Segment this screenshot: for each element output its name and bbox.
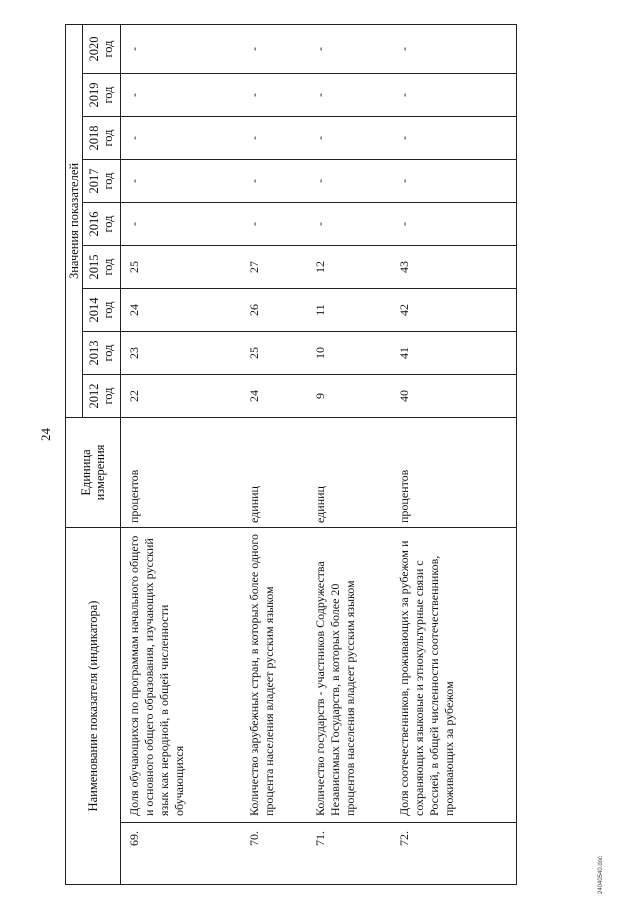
header-year-number: 2012	[87, 383, 102, 409]
rotated-table-container	[65, 25, 625, 885]
value-cell: 25	[241, 332, 307, 375]
value-cell: 12	[307, 246, 391, 289]
value-cell: -	[307, 203, 391, 246]
table-row	[391, 24, 517, 884]
header-year-number: 2013	[87, 340, 102, 366]
row-number: 72.	[391, 823, 517, 885]
header-year-2018	[83, 117, 121, 160]
value-cell: -	[121, 160, 241, 203]
value-cell: 41	[391, 332, 517, 375]
indicator-name: Доля обучающихся по программам начального общего и основного общего образования, изучающих русский язык как неродной, в общей численности обучающихся	[121, 528, 241, 823]
header-year-2016	[83, 203, 121, 246]
value-cell: -	[307, 74, 391, 117]
value-cell: -	[241, 203, 307, 246]
header-year-2017	[83, 160, 121, 203]
value-cell: -	[391, 160, 517, 203]
header-year-unit: год	[100, 301, 115, 319]
page-number: 24	[38, 428, 53, 441]
header-unit: Единица измерения	[66, 418, 121, 528]
value-cell: 10	[307, 332, 391, 375]
value-cell: 24	[121, 289, 241, 332]
header-year-number: 2014	[87, 297, 102, 323]
value-cell: -	[241, 74, 307, 117]
header-year-2014	[83, 289, 121, 332]
value-cell: -	[121, 24, 241, 73]
value-cell: -	[391, 117, 517, 160]
header-year-number: 2016	[87, 211, 102, 237]
value-cell: 23	[121, 332, 241, 375]
table-row	[241, 24, 307, 884]
value-cell: -	[121, 203, 241, 246]
indicator-name: Количество государств - участников Содружества Независимых Государств, в которых более 20 процентов населения владеет русским языком	[307, 528, 391, 823]
value-cell: -	[391, 203, 517, 246]
indicator-name: Количество зарубежных стран, в которых более одного процента населения владеет русским языком	[241, 528, 307, 823]
value-cell: 43	[391, 246, 517, 289]
header-year-unit: год	[100, 86, 115, 104]
measurement-unit: процентов	[391, 418, 517, 528]
table-body	[121, 24, 517, 884]
value-cell: 22	[121, 375, 241, 418]
measurement-unit: единиц	[307, 418, 391, 528]
value-cell: -	[391, 24, 517, 73]
value-cell: -	[241, 160, 307, 203]
row-number: 70.	[241, 823, 307, 885]
header-year-unit: год	[100, 40, 115, 58]
value-cell: 42	[391, 289, 517, 332]
value-cell: 27	[241, 246, 307, 289]
header-year-unit: год	[100, 344, 115, 362]
row-number: 71.	[307, 823, 391, 885]
value-cell: -	[307, 117, 391, 160]
value-cell: 11	[307, 289, 391, 332]
value-cell: 9	[307, 375, 391, 418]
value-cell: -	[121, 74, 241, 117]
header-year-unit: год	[100, 172, 115, 190]
header-year-number: 2015	[87, 254, 102, 280]
value-cell: 25	[121, 246, 241, 289]
header-year-unit: год	[100, 215, 115, 233]
header-year-number: 2018	[87, 125, 102, 151]
value-cell: -	[241, 24, 307, 73]
header-year-number: 2019	[87, 82, 102, 108]
header-year-unit: год	[100, 387, 115, 405]
value-cell: -	[307, 24, 391, 73]
header-year-unit: год	[100, 129, 115, 147]
table-row	[121, 24, 241, 884]
header-year-2015	[83, 246, 121, 289]
value-cell: 24	[241, 375, 307, 418]
document-code: 24040540.doc	[598, 855, 604, 894]
header-year-2012	[83, 375, 121, 418]
header-year-2013	[83, 332, 121, 375]
header-year-2020	[83, 24, 121, 73]
value-cell: 40	[391, 375, 517, 418]
indicators-table	[65, 24, 517, 885]
header-year-unit: год	[100, 258, 115, 276]
header-year-number: 2017	[87, 168, 102, 194]
value-cell: -	[121, 117, 241, 160]
header-year-number: 2020	[87, 36, 102, 62]
row-number: 69.	[121, 823, 241, 885]
measurement-unit: единиц	[241, 418, 307, 528]
value-cell: -	[391, 74, 517, 117]
value-cell: -	[241, 117, 307, 160]
header-indicator-name: Наименование показателя (индикатора)	[66, 528, 121, 885]
header-values-group: Значения показателей	[66, 24, 83, 417]
table-header	[66, 24, 121, 884]
header-year-2019	[83, 74, 121, 117]
indicator-name: Доля соотечественников, проживающих за рубежом и сохраняющих языковые и этнокультурные связи с Россией, в общей численности соотечественников, проживающих за рубежом	[391, 528, 517, 823]
table-row	[307, 24, 391, 884]
value-cell: -	[307, 160, 391, 203]
measurement-unit: процентов	[121, 418, 241, 528]
value-cell: 26	[241, 289, 307, 332]
